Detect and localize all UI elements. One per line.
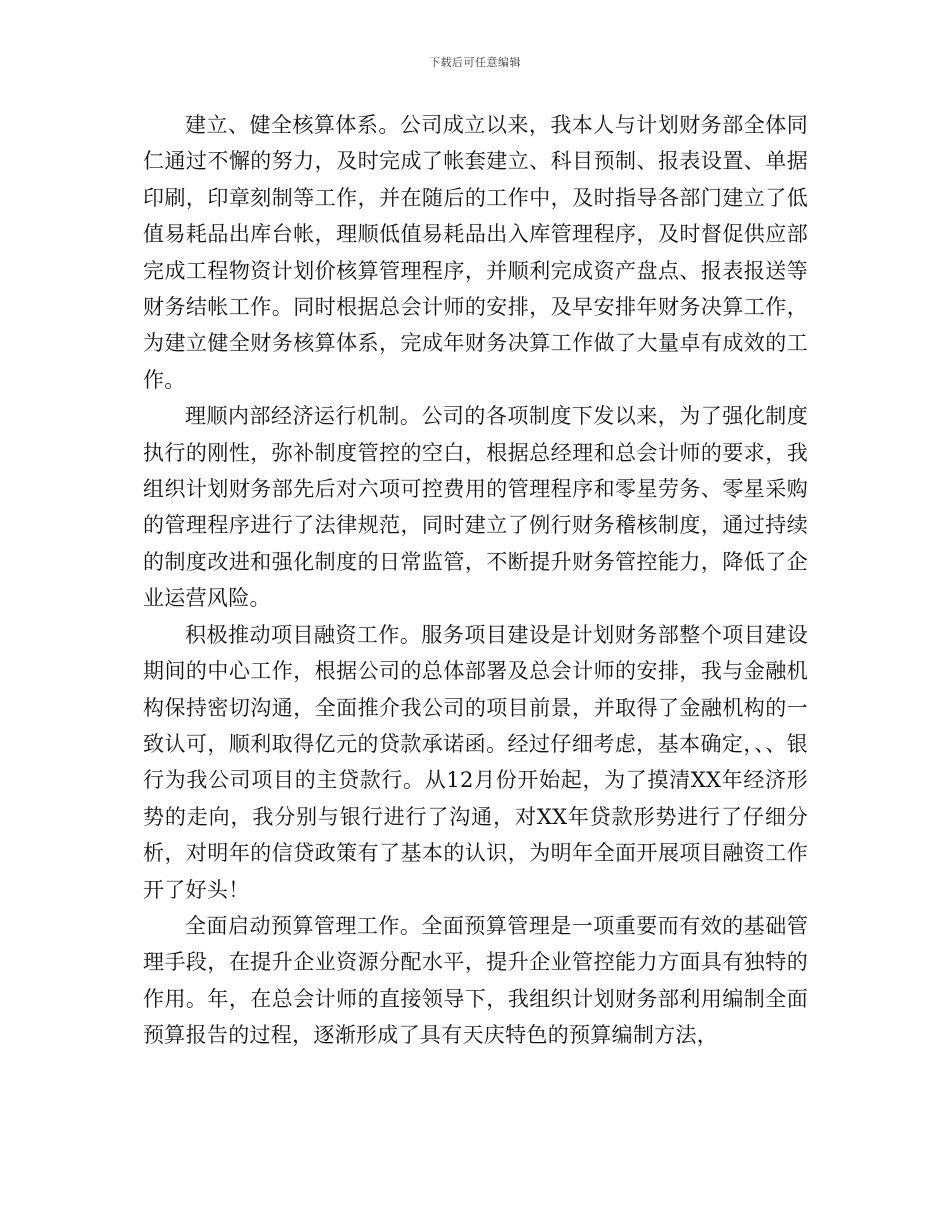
paragraph-project-financing: 积极推动项目融资工作。服务项目建设是计划财务部整个项目建设期间的中心工作，根据公司的总体部署及总会计师的安排，我与金融机构保持密切沟通，全面推介我公司的项目前景，并取得了金融机构的一致认可，顺利取得亿元的贷款承诺函。经过仔细考虑，基本确定，、、银行为我公司项目的主贷款行。从12月份开始起，为了摸清XX年经济形势的走向，我分别与银行进行了沟通，对XX年贷款形势进行了仔细分析，对明年的信贷政策有了基本的认识，为明年全面开展项目融资工作开了好头！	[143, 622, 808, 902]
paragraph-accounting-system: 建立、健全核算体系。公司成立以来，我本人与计划财务部全体同仁通过不懈的努力，及时完成了帐套建立、科目预制、报表设置、单据印刷，印章刻制等工作，并在随后的工作中，及时指导各部门建立了低值易耗品出库台帐，理顺低值易耗品出入库管理程序，及时督促供应部完成工程物资计划价核算管理程序，并顺利完成资产盘点、报表报送等财务结帐工作。同时根据总会计师的安排，及早安排年财务决算工作，为建立健全财务核算体系，完成年财务决算工作做了大量卓有成效的工作。	[143, 113, 808, 392]
paragraph-internal-mechanism: 理顺内部经济运行机制。公司的各项制度下发以来，为了强化制度执行的刚性，弥补制度管控的空白，根据总经理和总会计师的要求，我组织计划财务部先后对六项可控费用的管理程序和零星劳务、零星采购的管理程序进行了法律规范，同时建立了例行财务稽核制度，通过持续的制度改进和强化制度的日常监管，不断提升财务管控能力，降低了企业运营风险。	[143, 404, 808, 611]
paragraph-budget-management: 全面启动预算管理工作。全面预算管理是一项重要而有效的基础管理手段，在提升企业资源分配水平，提升企业管控能力方面具有独特的作用。年，在总会计师的直接领导下，我组织计划财务部利用编制全面预算报告的过程，逐渐形成了具有天庆特色的预算编制方法，	[143, 913, 808, 1048]
page-header: 下载后可任意编辑	[429, 56, 521, 69]
document-body	[143, 107, 808, 1054]
